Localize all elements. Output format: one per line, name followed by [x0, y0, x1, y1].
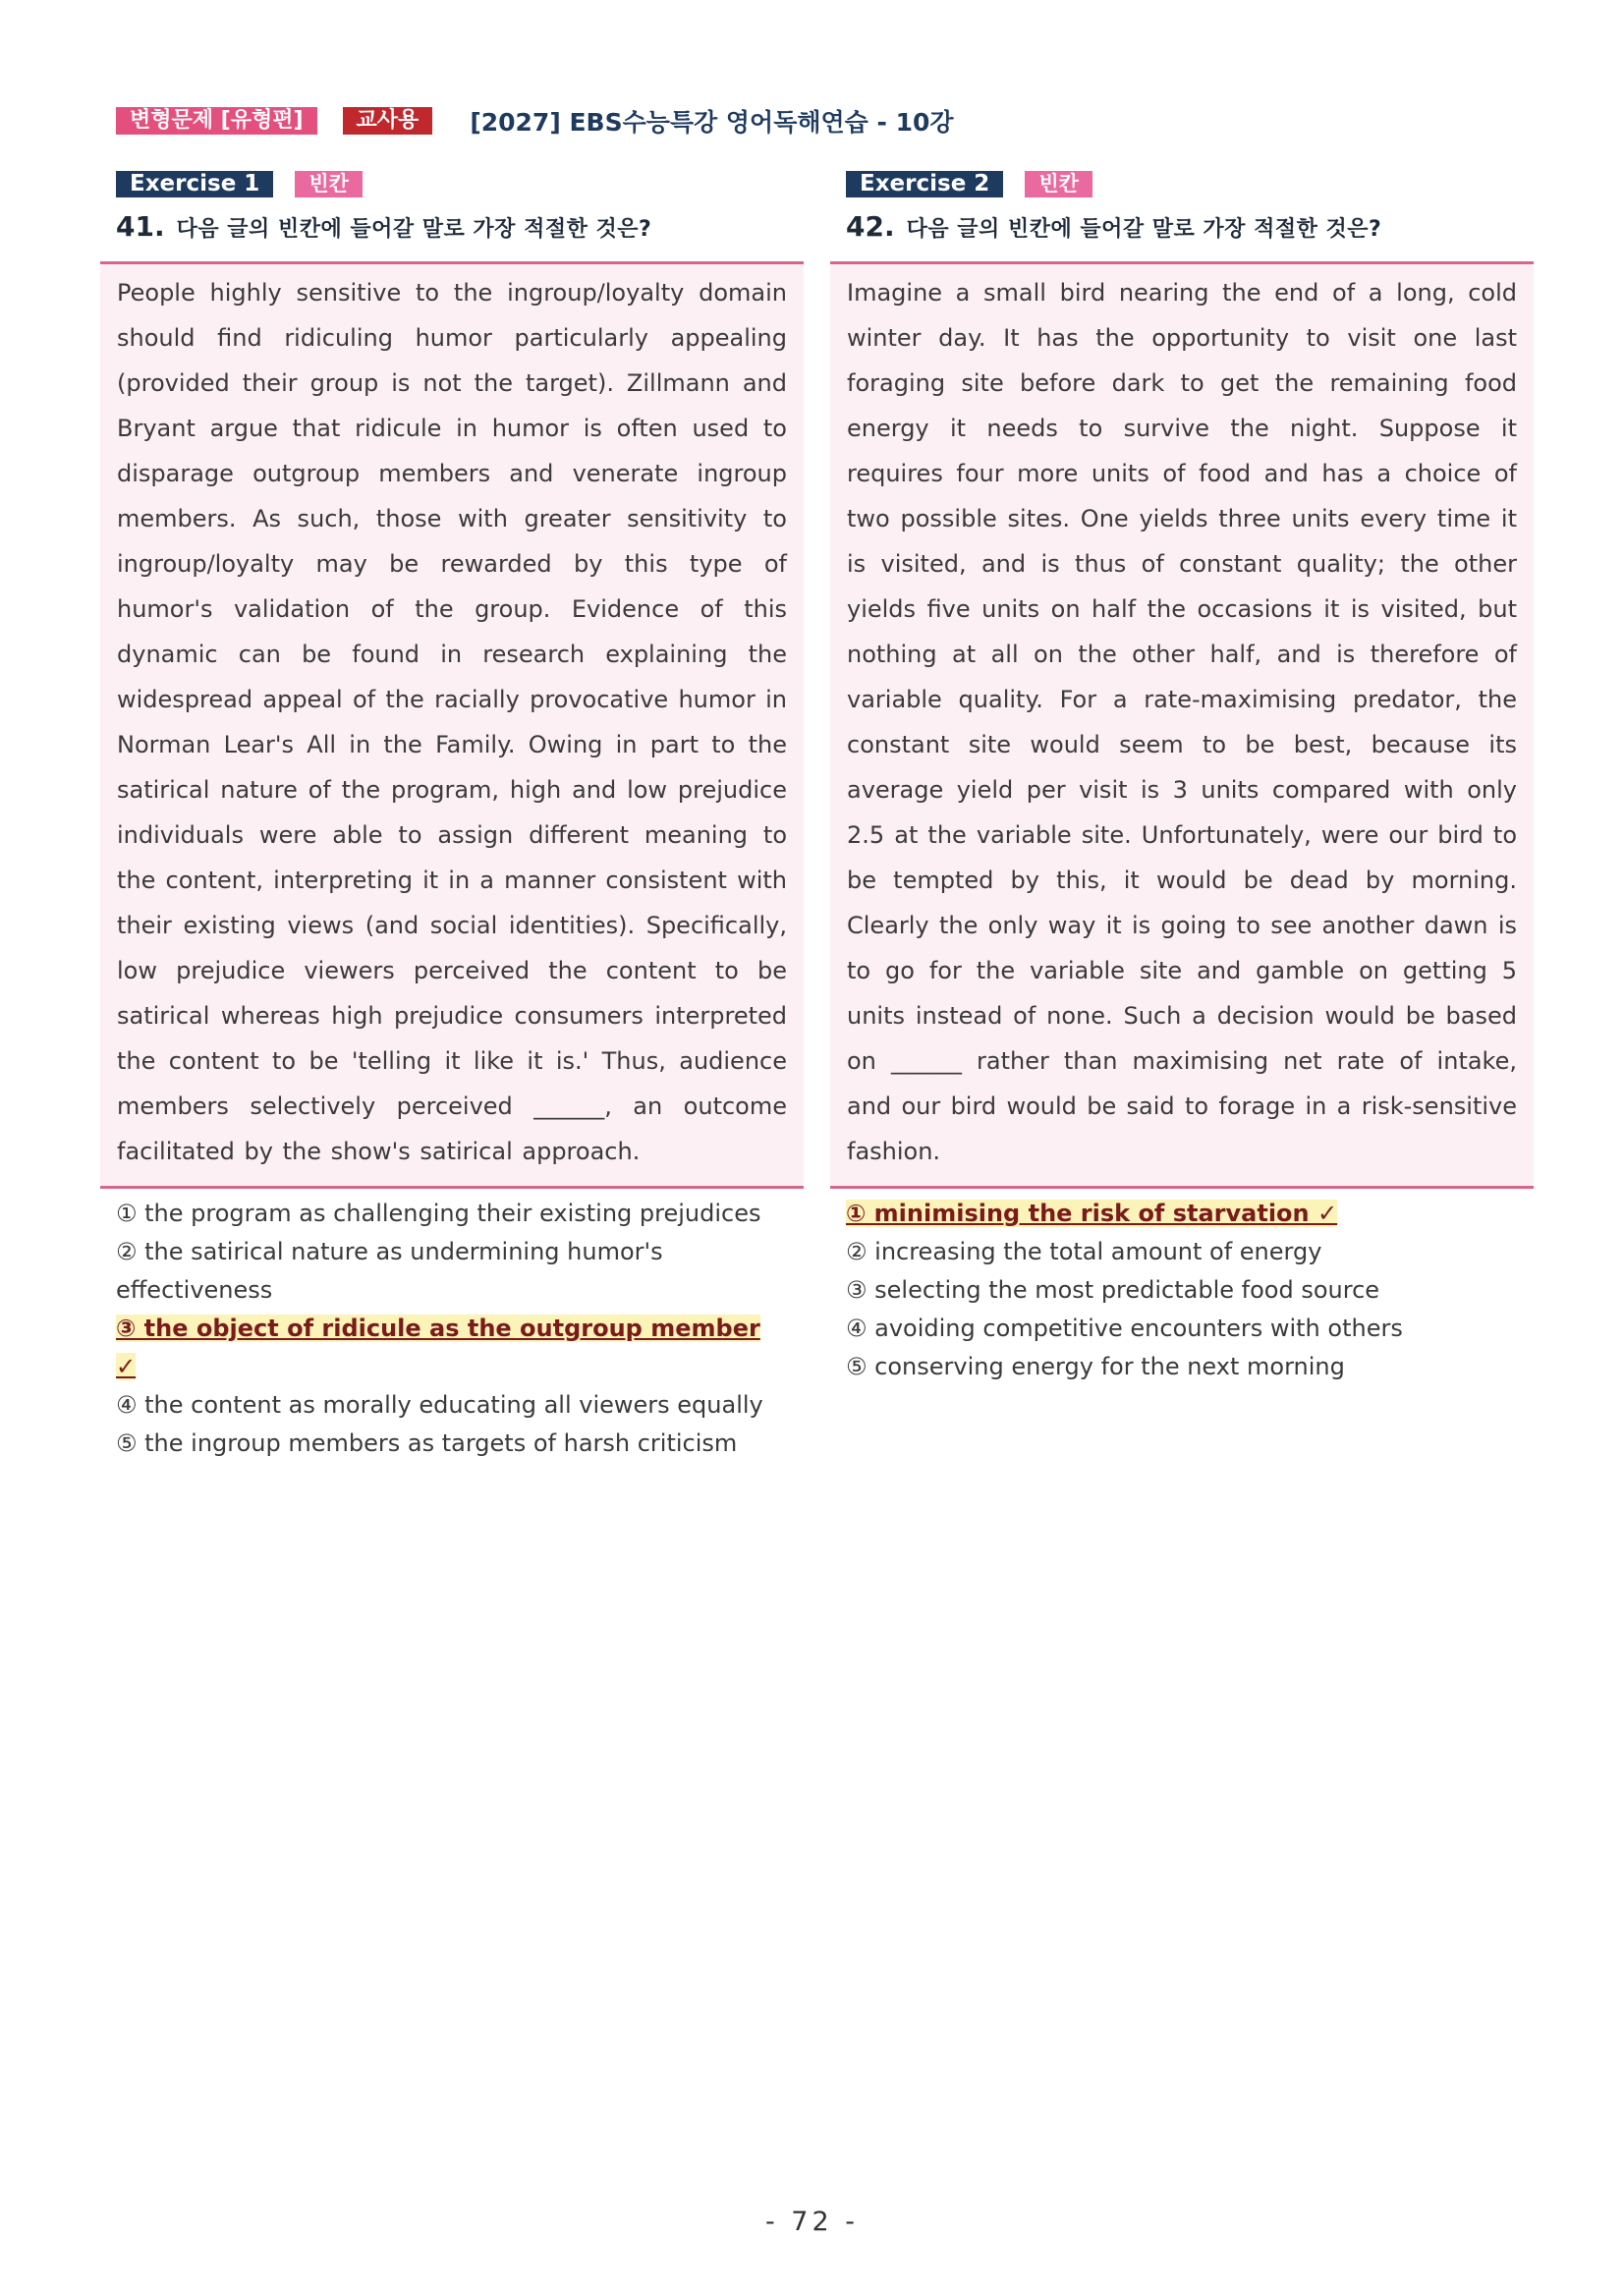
question-text: 다음 글의 빈칸에 들어갈 말로 가장 적절한 것은?: [176, 217, 652, 242]
page-title: [2027] EBS수능특강 영어독해연습 - 10강: [470, 108, 954, 137]
page-header: [116, 104, 954, 138]
answer-choices: [846, 1195, 1518, 1386]
exercise-2: [830, 169, 1534, 1386]
teacher-tag: 교사용: [343, 107, 433, 135]
exercise-2-labels: [846, 169, 1534, 198]
question-type-badge: 빈칸: [295, 171, 363, 197]
choice-2[interactable]: ② the satirical nature as undermining humor's effectiveness: [116, 1238, 663, 1304]
choice-1-correct[interactable]: ① minimising the risk of starvation ✓: [846, 1200, 1338, 1227]
choice-5[interactable]: ⑤ the ingroup members as targets of harsh criticism: [116, 1429, 738, 1457]
exercise-1: [100, 169, 804, 1463]
question-number: 42.: [846, 210, 895, 243]
choice-4[interactable]: ④ the content as morally educating all viewers equally: [116, 1391, 763, 1419]
exercise-badge: Exercise 2: [846, 171, 1003, 197]
question-type-badge: 빈칸: [1025, 171, 1092, 197]
choice-5[interactable]: ⑤ conserving energy for the next morning: [846, 1353, 1345, 1380]
exercise-1-labels: [116, 169, 804, 198]
passage: Imagine a small bird nearing the end of a long, cold winter day. It has the opportunity to visit one last foraging site before dark to get the remaining food energy it needs to survive the night. Suppose it requires four more units of food and has a choice of two possible sites. One yields three units every time it is visited, and is thus of constant quality; the other yields five units on half the occasions it is visited, but nothing at all on the other half, and is therefore of variable quality. For a rate-maximising predator, the constant site would seem to be best, because its average yield per visit is 3 units compared with only 2.5 at the variable site. Unfortunately, were our bird to be tempted by this, it would be dead by morning. Clearly the only way it is going to see another dawn is to go for the variable site and gamble on getting 5 units instead of none. Such a decision would be based on ______ rather than maximising net rate of intake, and our bird would be said to forage in a risk-sensitive fashion.: [830, 261, 1534, 1189]
passage: People highly sensitive to the ingroup/loyalty domain should find ridiculing humor particularly appealing (provided their group is not the target). Zillmann and Bryant argue that ridicule in humor is often used to disparage outgroup members and venerate ingroup members. As such, those with greater sensitivity to ingroup/loyalty may be rewarded by this type of humor's validation of the group. Evidence of this dynamic can be found in research explaining the widespread appeal of the racially provocative humor in Norman Lear's All in the Family. Owing in part to the satirical nature of the program, high and low prejudice individuals were able to assign different meaning to the content, interpreting it in a manner consistent with their existing views (and social identities). Specifically, low prejudice viewers perceived the content to be satirical whereas high prejudice consumers interpreted the content to be 'telling it like it is.' Thus, audience members selectively perceived ______, an outcome facilitated by the show's satirical approach.: [100, 261, 804, 1189]
choice-4[interactable]: ④ avoiding competitive encounters with others: [846, 1315, 1403, 1342]
page-number: - 72 -: [764, 2207, 859, 2237]
question-text: 다음 글의 빈칸에 들어갈 말로 가장 적절한 것은?: [906, 217, 1382, 242]
answer-choices: [116, 1195, 788, 1463]
exercise-badge: Exercise 1: [116, 171, 273, 197]
question-line: [846, 210, 1534, 244]
variant-tag: 변형문제 [유형편]: [116, 107, 317, 135]
choice-3-correct[interactable]: ③ the object of ridicule as the outgroup member ✓: [116, 1315, 760, 1380]
choice-1[interactable]: ① the program as challenging their existing prejudices: [116, 1200, 761, 1227]
question-line: [116, 210, 804, 244]
choice-2[interactable]: ② increasing the total amount of energy: [846, 1238, 1322, 1265]
choice-3[interactable]: ③ selecting the most predictable food source: [846, 1276, 1380, 1304]
question-number: 41.: [116, 210, 165, 243]
